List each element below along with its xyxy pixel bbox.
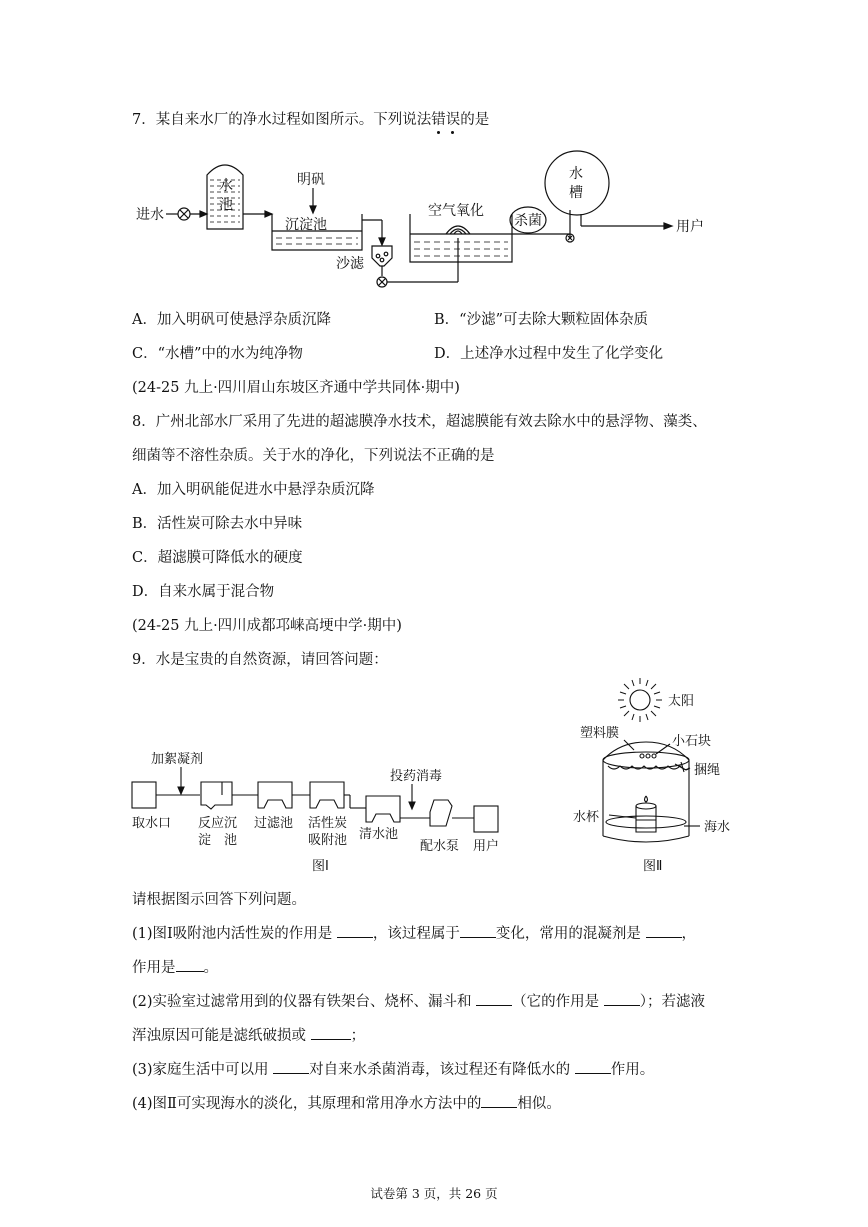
q9-sub1-cont: 作用是 。	[132, 956, 218, 977]
carbon-tank-label: 吸附池	[308, 833, 348, 848]
sedimentation-label: 沉淀池	[285, 217, 327, 233]
q9-stem: 9．水是宝贵的自然资源，请回答问题：	[132, 652, 388, 668]
page-footer: 试卷第 3 页，共 26 页	[370, 1186, 498, 1201]
q7-emphasis-char: 误	[446, 108, 461, 129]
answer-blank[interactable]	[311, 1025, 351, 1040]
pool-label: 池	[219, 197, 233, 213]
rope-label: 捆绳	[694, 763, 721, 778]
q8-source: (24-25 九上·四川眉山东坡区齐通中学共同体·期中)	[132, 380, 460, 396]
stone-label: 小石块	[672, 734, 712, 749]
q8-option-a: A．加入明矾能促进水中悬浮杂质沉降	[132, 482, 375, 498]
carbon-tank-label: 活性炭	[308, 816, 348, 831]
q9-figures	[0, 670, 868, 880]
sun-label: 太阳	[668, 694, 695, 709]
q7-option-c: C．“水槽”中的水为纯净物	[132, 346, 303, 362]
q7-stem: 7．某自来水厂的净水过程如图所示。下列说法错误的是	[132, 108, 489, 129]
filter-tank-label: 过滤池	[254, 816, 294, 831]
answer-blank[interactable]	[176, 957, 204, 972]
clear-tank-label: 清水池	[359, 827, 399, 842]
q9-sub4: (4)图Ⅱ可实现海水的淡化，其原理和常用净水方法中的 相似。	[132, 1092, 561, 1113]
pool-label: 水	[219, 178, 233, 194]
q9-source: (24-25 九上·四川成都邛崃高埂中学·期中)	[132, 618, 402, 634]
answer-blank[interactable]	[646, 923, 682, 938]
water-tank-label: 槽	[569, 185, 583, 201]
answer-blank[interactable]	[481, 1093, 517, 1108]
cup-label: 水杯	[573, 810, 600, 825]
q9-sub2-cont: 浑浊原因可能是滤纸破损或 ；	[132, 1024, 365, 1045]
dosing-label: 投药消毒	[390, 769, 443, 784]
figure-1-caption: 图Ⅰ	[312, 859, 329, 874]
seawater-label: 海水	[704, 820, 731, 835]
water-tank-label: 水	[569, 166, 583, 182]
q7-option-b: B．“沙滤”可去除大颗粒固体杂质	[434, 312, 648, 328]
q9-prompt: 请根据图示回答下列问题。	[132, 892, 306, 908]
inlet-label: 进水	[136, 207, 164, 223]
answer-blank[interactable]	[575, 1059, 611, 1074]
q8-option-b: B．活性炭可除去水中异味	[132, 516, 303, 532]
disinfect-label: 杀菌	[514, 213, 542, 229]
film-label: 塑料膜	[580, 726, 620, 741]
reaction-tank-label: 反应沉	[198, 816, 238, 831]
q8-stem: 8．广州北部水厂采用了先进的超滤膜净水技术，超滤膜能有效去除水中的悬浮物、藻类、	[132, 414, 707, 430]
answer-blank[interactable]	[604, 991, 640, 1006]
q9-sub1: (1)图Ⅰ吸附池内活性炭的作用是 ，该过程属于 变化，常用的混凝剂是 ，	[132, 922, 696, 943]
q9-sub2: (2)实验室过滤常用到的仪器有铁架台、烧杯、漏斗和 （它的作用是 ）；若滤液	[132, 990, 705, 1011]
answer-blank[interactable]	[337, 923, 373, 938]
user-label: 用户	[676, 219, 704, 235]
pump-label: 配水泵	[420, 839, 460, 854]
sand-filter-label: 沙滤	[336, 256, 364, 272]
answer-blank[interactable]	[273, 1059, 309, 1074]
q8-option-c: C．超滤膜可降低水的硬度	[132, 550, 303, 566]
answer-blank[interactable]	[460, 923, 496, 938]
q9-sub3: (3)家庭生活中可以用 对自来水杀菌消毒，该过程还有降低水的 作用。	[132, 1058, 654, 1079]
q7-option-d: D．上述净水过程中发生了化学变化	[434, 346, 664, 362]
user-label: 用户	[473, 839, 500, 854]
aeration-label: 空气氧化	[428, 203, 484, 219]
reaction-tank-label: 淀 池	[198, 833, 238, 848]
q7-option-a: A．加入明矾可使悬浮杂质沉降	[132, 312, 331, 328]
figure-2-caption: 图Ⅱ	[643, 859, 663, 874]
answer-blank[interactable]	[476, 991, 512, 1006]
alum-label: 明矾	[297, 172, 325, 188]
intake-label: 取水口	[132, 816, 172, 831]
q8-stem: 细菌等不溶性杂质。关于水的净化，下列说法不正确的是	[132, 448, 495, 464]
q7-emphasis-char: 错	[431, 108, 446, 129]
q7-purification-diagram	[0, 0, 868, 300]
coagulant-label: 加絮凝剂	[151, 752, 204, 767]
q8-option-d: D．自来水属于混合物	[132, 584, 275, 600]
